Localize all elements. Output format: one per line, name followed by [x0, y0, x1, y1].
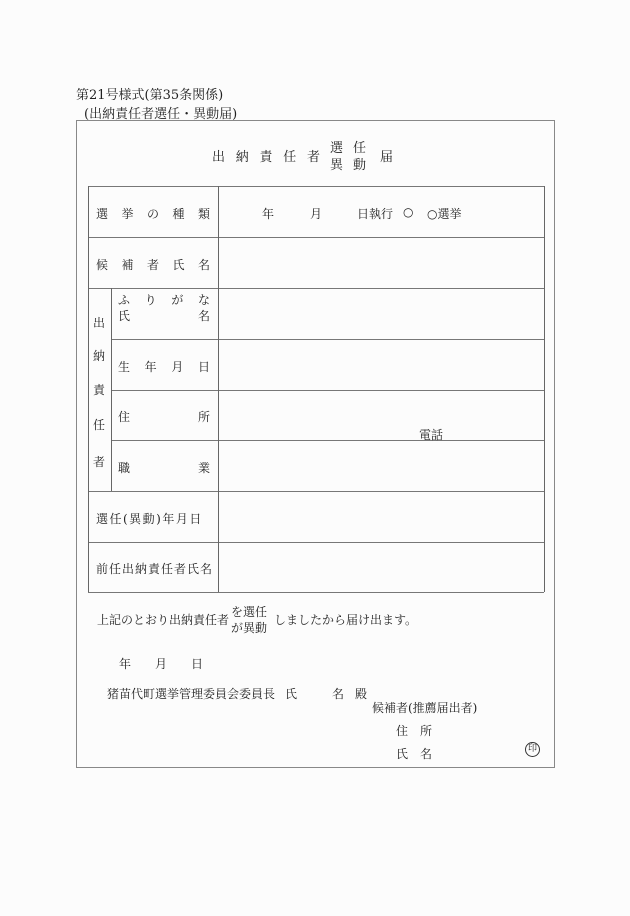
label-predecessor-name: 前任出納責任者氏名 — [96, 562, 214, 576]
submitter-name-label-2: 名 — [420, 747, 433, 761]
title-choice-bottom: 異 動 — [330, 158, 366, 173]
row-divider — [111, 440, 544, 441]
seal-icon: 印 — [525, 742, 540, 757]
election-year-label: 年 — [262, 207, 275, 221]
election-circle-2: ○選挙 — [427, 207, 462, 221]
row-divider — [88, 491, 544, 492]
field-predecessor-name[interactable] — [220, 544, 543, 591]
group-divider — [111, 288, 112, 491]
submitter-name-label-1: 氏 — [396, 747, 409, 761]
table-border-top — [88, 186, 544, 187]
title-choice-top: 選 任 — [330, 141, 366, 156]
table-border-right — [544, 186, 545, 592]
label-candidate-name: 候 補 者 氏 名 — [96, 258, 210, 272]
addressee-name-2: 名 — [332, 687, 345, 701]
phone-label: 電話 — [419, 428, 444, 442]
addressee-name-1: 氏 — [285, 687, 298, 701]
row-divider — [88, 542, 544, 543]
submitter-role: 候補者(推薦届出者) — [372, 701, 478, 715]
label-appointment-date: 選任(異動)年月日 — [96, 512, 203, 526]
submitter-address-label-1: 住 — [396, 724, 409, 738]
statement-prefix: 上記のとおり出納責任者 — [97, 613, 230, 627]
row-divider — [111, 339, 544, 340]
field-occupation[interactable] — [220, 442, 543, 490]
row-divider — [88, 288, 544, 289]
form-subtitle: (出納責任者選任・異動届) — [84, 107, 238, 122]
title-suffix: 届 — [380, 150, 394, 165]
form-title: 出 納 責 任 者 — [212, 150, 320, 165]
addressee-honorific: 殿 — [355, 687, 368, 701]
field-birthdate[interactable] — [220, 341, 543, 389]
field-appointment-date[interactable] — [220, 493, 543, 541]
label-furigana: ふ り が な — [118, 293, 210, 307]
label-birthdate: 生 年 月 日 — [118, 360, 210, 374]
label-election-type: 選 挙 の 種 類 — [96, 207, 210, 221]
table-border-left — [88, 186, 89, 592]
statement-choice-top: を選任 — [231, 605, 268, 619]
addressee: 猪苗代町選挙管理委員会委員長 — [107, 687, 276, 701]
field-treasurer-name[interactable] — [220, 290, 543, 338]
row-divider — [88, 237, 544, 238]
submitter-address-label-2: 所 — [420, 724, 433, 738]
field-address[interactable] — [220, 392, 543, 439]
election-day-label: 日執行 — [357, 207, 394, 221]
label-column-divider — [218, 186, 219, 592]
table-border-bottom — [88, 592, 544, 593]
election-month-label: 月 — [310, 207, 323, 221]
statement-choice-bottom: が異動 — [231, 621, 268, 635]
label-occupation: 職 業 — [118, 461, 210, 475]
label-address: 住 所 — [118, 410, 210, 424]
row-divider — [111, 390, 544, 391]
field-candidate-name[interactable] — [220, 239, 543, 287]
election-circle-1: ○ — [403, 205, 414, 219]
label-treasurer-name: 氏 名 — [118, 309, 210, 323]
form-number: 第21号様式(第35条関係) — [76, 88, 224, 103]
statement-suffix: しましたから届け出ます。 — [274, 613, 418, 627]
